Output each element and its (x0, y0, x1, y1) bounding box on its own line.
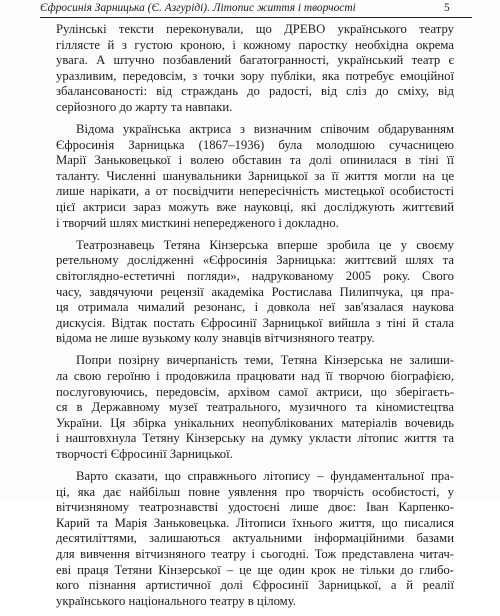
text-line: українського національного театру в цілому. (56, 593, 296, 608)
text-line: Рулінські тексти переконували, що ДРЕВО українського театру (56, 22, 454, 36)
paragraph (56, 469, 454, 609)
text-line: Театрознавець Тетяна Кінзерська вперше зробила це у своєму (76, 237, 454, 252)
text-line: для вивчення вітчизняного театру і сьогодні. Тож представлена читач- (56, 547, 454, 561)
paragraph (56, 122, 454, 231)
text-line: Карий та Марія Заньковецька. Літописи їхнього життя, що писалися (56, 515, 454, 530)
running-header (40, 0, 472, 18)
text-line: десятиліттями, залишаються актуальними інформаційними базами (56, 531, 454, 546)
page-number: 5 (444, 2, 450, 14)
text-line: цієї актриси зараз можуть вже науковці, які досліджують життєвий (56, 200, 454, 215)
text-line: Марії Заньковецької і волею обставин та долі опинилася в тіні її (56, 153, 454, 168)
text-line: України. Ця збірка унікальних неопублікованих матеріалів вочевидь (56, 415, 454, 430)
text-line: і наштовхнула Тетяну Кінзерську на думку укласти літопис життя та (56, 431, 454, 446)
text-line: послуговуючись, передовсім, архівом самої актриси, що зберігаєть- (56, 384, 454, 399)
paragraph (56, 353, 454, 462)
text-line: кого пізнання артистичної долі Єфросинії Зарницької, а й реалії (56, 578, 454, 593)
text-line: світоглядно-естетичні погляди», надрукованому 2005 року. Свого (56, 268, 454, 283)
text-line: ці, яка дає найбільш повне уявлення про творчість особистості, у (56, 484, 454, 499)
text-line: збалансованості: від страждань до радості, від сліз до сміху, від (56, 84, 454, 99)
text-line: таланту. Численні шанувальники Зарницької за її життя могли на це (56, 168, 454, 183)
text-line: ся в Державному музеї театрального, музичного та кіномистецтва (56, 400, 454, 415)
text-line: відома не лише вузькому колу знавців вітчизняного театру. (56, 331, 375, 346)
header-title: Єфросинія Зарницька (Є. Азгурiдi). Літопис життя і творчості (40, 2, 356, 14)
text-line: Варто сказати, що справжнього літопису – фундаментальної пра- (76, 469, 454, 484)
text-line: Єфросинія Зарницька (1867–1936) була молодшою сучасницею (56, 137, 454, 152)
body-text (56, 22, 454, 616)
text-line: гіллясте й з густою кроною, і кожному паростку необхідна окрема (56, 37, 454, 52)
text-line: і творчий шлях мисткині непередженого і докладно. (56, 215, 339, 230)
paragraph (56, 238, 454, 347)
text-line: лише нарікати, а от посвідчити непересічність мистецької особистості (56, 184, 454, 199)
paragraph (56, 22, 454, 116)
text-line: вітчизняному театрознавстві удостоєні лише двоє: Іван Карпенко- (56, 500, 454, 515)
text-line: Попри позірну вичерпаність теми, Тетяна Кінзерська не залиши- (76, 353, 454, 368)
text-line: часу, завдячуючи рецензії академіка Ростислава Пилипчука, ця пра- (56, 284, 454, 299)
text-line: еві праця Тетяни Кінзерської – це ще один крок не тільки до глибо- (56, 562, 454, 577)
text-line: уразливим, передовсім, з точки зору публіки, яка потребує емоційної (56, 68, 454, 83)
text-line: ла свою героїню і продовжила працювати над її творчою біографією, (56, 368, 454, 383)
text-line: увага. А штучно позбавлений багатогранності, український театр є (56, 53, 454, 68)
text-line: Відома українська актриса з визначним співочим обдаруванням (76, 122, 454, 137)
text-line: творчості Єфросинії Зарницької. (56, 446, 233, 461)
text-line: дискусія. Відтак постать Єфросинії Зарницької вийшла з тіні й стала (56, 315, 454, 330)
text-line: серйозного до жарту та навпаки. (56, 99, 233, 114)
text-line: ретельному дослідженні «Єфросинія Зарницька: життєвий шлях та (56, 253, 454, 268)
text-line: ця отримала чималий резонанс, і довкола неї зав'язалася наукова (56, 300, 454, 315)
